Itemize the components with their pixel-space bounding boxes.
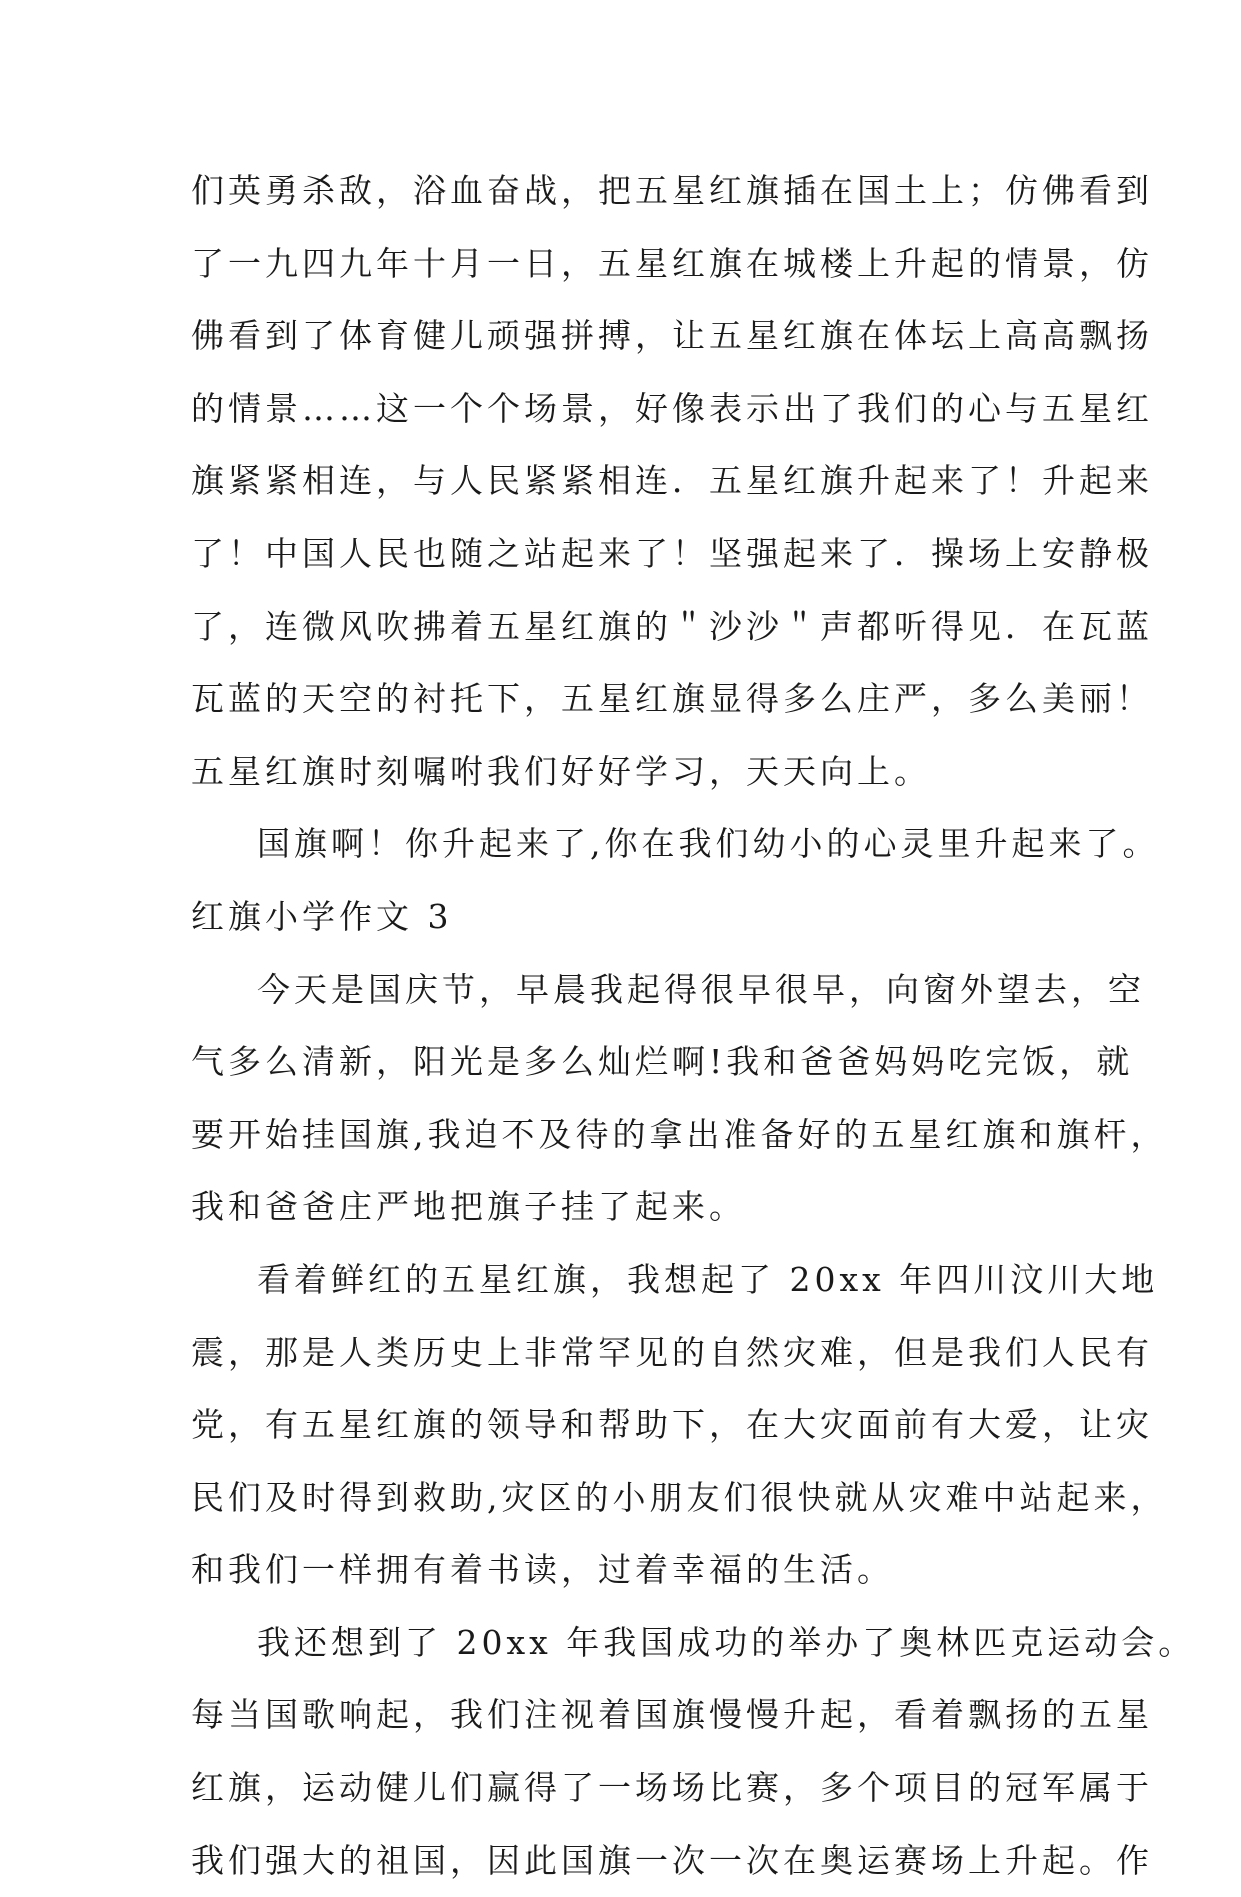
paragraph-first-line: 我还想到了 20xx 年我国成功的举办了奥林匹克运动会。 [257,1622,1196,1662]
text-line: 每当国歌响起，我们注视着国旗慢慢升起，看着飘扬的五星 [191,1695,1153,1735]
text-line: 旗紧紧相连，与人民紧紧相连．五星红旗升起来了！升起来 [191,461,1153,501]
text-line: 红旗，运动健儿们赢得了一场场比赛，多个项目的冠军属于 [191,1768,1153,1808]
text-line: 的情景……这一个个场景，好像表示出了我们的心与五星红 [191,388,1153,428]
text-line: 瓦蓝的天空的衬托下，五星红旗显得多么庄严，多么美丽！ [191,679,1153,719]
paragraph-first-line: 国旗啊！你升起来了,你在我们幼小的心灵里升起来了。 [257,824,1160,864]
paragraph-first-line: 今天是国庆节，早晨我起得很早很早，向窗外望去，空 [257,969,1145,1009]
text-line: 五星红旗时刻嘱咐我们好好学习，天天向上。 [191,751,931,791]
text-line: 了，连微风吹拂着五星红旗的＂沙沙＂声都听得见．在瓦蓝 [191,606,1153,646]
text-line: 我们强大的祖国，因此国旗一次一次在奥运赛场上升起。作 [191,1840,1153,1880]
text-line: 民们及时得到救助,灾区的小朋友们很快就从灾难中站起来， [191,1477,1168,1517]
text-line: 们英勇杀敌，浴血奋战，把五星红旗插在国土上；仿佛看到 [191,171,1153,210]
text-line: 党，有五星红旗的领导和帮助下，在大灾面前有大爱，让灾 [191,1405,1153,1445]
text-line: 佛看到了体育健儿顽强拼搏，让五星红旗在体坛上高高飘扬 [191,316,1153,356]
text-line: 了一九四九年十月一日，五星红旗在城楼上升起的情景，仿 [191,243,1153,283]
text-line: 我和爸爸庄严地把旗子挂了起来。 [191,1187,746,1227]
essay-body [191,155,1196,1897]
text-line: 气多么清新，阳光是多么灿烂啊!我和爸爸妈妈吃完饭，就 [191,1042,1134,1082]
section-heading: 红旗小学作文 3 [191,896,453,936]
text-line: 要开始挂国旗,我迫不及待的拿出准备好的五星红旗和旗杆， [191,1114,1168,1154]
paragraph-first-line: 看着鲜红的五星红旗，我想起了 20xx 年四川汶川大地 [257,1259,1159,1299]
text-line: 和我们一样拥有着书读，过着幸福的生活。 [191,1550,894,1590]
text-line: 震，那是人类历史上非常罕见的自然灾难，但是我们人民有 [191,1332,1153,1372]
text-line: 了！中国人民也随之站起来了！坚强起来了．操场上安静极 [191,533,1153,573]
